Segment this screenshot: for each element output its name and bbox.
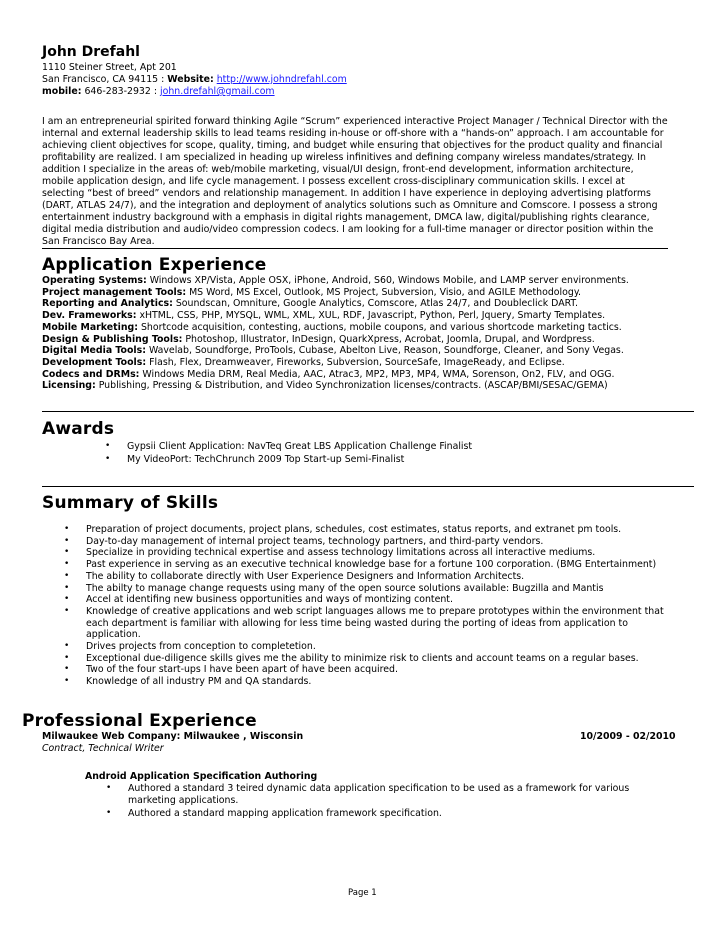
item-text: Windows XP/Vista, Apple OSX, iPhone, Android, S60, Windows Mobile, and LAMP server environments. <box>146 275 629 286</box>
bullet-icon: • <box>64 664 70 675</box>
page-number: 1 <box>371 888 377 898</box>
item-text: Flash, Flex, Dreamweaver, Fireworks, Subversion, SourceSafe, ImageReady, and Eclipse. <box>146 356 565 368</box>
section-title-application-experience: Application Experience <box>42 255 267 275</box>
summary-line: internal and external leadership skills to lead teams residing in-house or off-shore with a “hands-on” approach. I am accountable for <box>42 128 664 139</box>
skill-item: The ability to collaborate directly with User Experience Designers and Information Architects. <box>86 570 525 582</box>
application-experience-item <box>42 287 581 299</box>
email-link[interactable]: john.drefahl@gmail.com <box>159 86 275 97</box>
bullet-icon: • <box>64 535 70 546</box>
application-experience-item <box>42 380 608 392</box>
item-text: xHTML, CSS, PHP, MYSQL, WML, XML, XUL, RDF, Javascript, Python, Perl, Jquery, Smarty Templates. <box>136 310 606 322</box>
item-text: Photoshop, Illustrator, InDesign, QuarkXpress, Acrobat, Joomla, Drupal, and Wordpress. <box>182 333 595 345</box>
item-label: Dev. Frameworks: <box>42 310 137 322</box>
skill-item: Specialize in providing technical expertise and assess technology limitations across all interactive mediums. <box>86 547 596 559</box>
skill-item: The abilty to manage change requests using many of the open source solutions available: Bugzilla and Mantis <box>86 582 604 594</box>
bullet-icon: • <box>106 808 112 819</box>
summary-line: digital media distribution and audio/video compression codecs. I am looking for a full-time manager or director position within the <box>42 224 654 235</box>
item-text: Publishing, Pressing & Distribution, and Video Synchronization licenses/contracts. (ASCAP/BMI/SESAC/GEMA) <box>95 380 608 392</box>
application-experience-item <box>42 322 622 334</box>
skill-item: Knowledge of creative applications and web script languages allows me to prepare prototypes within the environment that <box>86 605 664 617</box>
item-text: Windows Media DRM, Real Media, AAC, Atrac3, MP2, MP3, MP4, WMA, Sorenson, On2, FLV, and OGG. <box>139 368 615 380</box>
summary-line: addition I specialize in the areas of: web/mobile marketing, visual/UI design, front-end development, information architecture, <box>42 164 634 175</box>
divider-line <box>42 486 694 487</box>
divider-line <box>42 248 668 249</box>
bullet-icon: • <box>105 441 111 451</box>
street-address: 1110 Steiner Street, Apt 201 <box>42 62 177 73</box>
item-label: Mobile Marketing: <box>42 321 138 333</box>
bullet-icon: • <box>64 570 70 581</box>
skill-item: Knowledge of all industry PM and QA standards. <box>86 676 312 688</box>
divider-line <box>42 411 694 412</box>
candidate-name: John Drefahl <box>42 44 140 60</box>
section-title-awards: Awards <box>42 419 115 439</box>
item-text: MS Word, MS Excel, Outlook, MS Project, Subversion, Visio, and AGILE Methodology. <box>186 286 582 298</box>
contact-line <box>42 86 275 98</box>
bullet-icon: • <box>64 652 70 663</box>
summary-line: San Francisco Bay Area. <box>42 236 155 247</box>
project-bullet: marketing applications. <box>128 794 239 806</box>
city-website-line <box>42 74 347 86</box>
skill-item: Drives projects from conception to completetion. <box>86 641 316 652</box>
skill-item: Accel at identifing new business opportunities and ways of montizing content. <box>86 594 453 606</box>
section-title-summary-of-skills: Summary of Skills <box>42 493 219 513</box>
award-item: Gypsii Client Application: NavTeq Great LBS Application Challenge Finalist <box>127 441 473 452</box>
bullet-icon: • <box>64 582 70 593</box>
mobile-label: mobile: <box>42 86 82 97</box>
application-experience-item <box>42 298 578 310</box>
application-experience-item <box>42 357 565 369</box>
item-text: Wavelab, Soundforge, ProTools, Cubase, Abelton Live, Reason, Soundforge, Cleaner, and Sony Vegas. <box>145 345 624 357</box>
skill-item: Exceptional due-diligence skills gives me the ability to minimize risk to clients and account teams on a regular bases. <box>86 652 639 664</box>
bullet-icon: • <box>105 454 111 464</box>
summary-line: I am an entrepreneurial spirited forward thinking Agile “Scrum” experienced interactive Project Manager / Technical Director with the <box>42 116 668 127</box>
application-experience-item <box>42 275 629 287</box>
skill-item: Day-to-day management of internal project teams, technology partners, and third-party vendors. <box>86 535 544 547</box>
item-label: Digital Media Tools: <box>42 345 146 357</box>
website-link[interactable]: http://www.johndrefahl.com <box>216 74 347 85</box>
summary-line: (DART, ATLAS 24/7), and the integration and deployment of analytics solutions such as Omniture and Comscore. I possess a strong <box>42 200 658 211</box>
bullet-icon: • <box>64 547 70 558</box>
item-label: Development Tools: <box>42 356 147 368</box>
project-bullet: Authored a standard 3 teired dynamic data application specification to be used as a framework for various <box>128 783 630 794</box>
item-label: Operating Systems: <box>42 275 147 286</box>
application-experience-item <box>42 334 595 346</box>
website-label: Website: <box>167 74 214 85</box>
item-text: Shortcode acquisition, contesting, auctions, mobile coupons, and various shortcode marketing tactics. <box>137 321 622 333</box>
summary-line: selecting “best of breed” vendors and relationship management. In addition I have experience in deploying advertising platforms <box>42 188 651 199</box>
item-label: Project management Tools: <box>42 286 187 298</box>
item-text: Soundscan, Omniture, Google Analytics, Comscore, Atlas 24/7, and Doubleclick DART. <box>172 298 579 310</box>
summary-line: profitability are realized. I am specialized in heading up wireless infinitives and defining company wireless mandates/strategy. In <box>42 152 646 163</box>
page-footer <box>348 888 377 900</box>
item-label: Design & Publishing Tools: <box>42 333 183 345</box>
skill-item: application. <box>86 629 141 641</box>
summary-line: mobile application design, and life cycle management. I possess excellent cross-disciplinary communication skills. I excel at <box>42 176 625 187</box>
section-title-professional-experience: Professional Experience <box>22 711 257 731</box>
skill-item: Past experience in serving as an executive technical knowledge base for a fortune 100 corporation. (BMG Entertainment) <box>86 559 657 571</box>
item-label: Licensing: <box>42 380 96 392</box>
bullet-icon: • <box>64 676 70 687</box>
bullet-icon: • <box>106 783 112 793</box>
bullet-icon: • <box>64 605 70 616</box>
bullet-icon: • <box>64 594 70 605</box>
application-experience-item <box>42 369 615 381</box>
skill-item: each department is familiar with allowing for less time being wasted during the porting of ideas from application to <box>86 617 628 629</box>
company-line: Milwaukee Web Company: Milwaukee , Wisconsin <box>42 731 304 742</box>
city-state-zip: San Francisco, CA 94115 : <box>42 74 168 85</box>
mobile-number: 646-283-2932 : <box>81 86 160 97</box>
bullet-icon: • <box>64 641 70 651</box>
project-title: Android Application Specification Authoring <box>85 771 318 782</box>
employment-dates: 10/2009 - 02/2010 <box>580 731 676 742</box>
job-role: Contract, Technical Writer <box>42 743 164 754</box>
skill-item: Two of the four start-ups I have been apart of have been acquired. <box>86 664 398 676</box>
summary-line: achieving client objectives for scope, quality, timing, and budget while ensuring that objectives for the product quality and financial <box>42 140 663 151</box>
award-item: My VideoPort: TechChrunch 2009 Top Start-up Semi-Finalist <box>127 454 405 465</box>
skill-item: Preparation of project documents, project plans, schedules, cost estimates, status reports, and extranet pm tools. <box>86 524 622 535</box>
item-label: Reporting and Analytics: <box>42 298 173 310</box>
bullet-icon: • <box>64 559 70 570</box>
summary-line: entertainment industry background with a emphasis in digital rights management, DMCA law, digital/publishing rights clearance, <box>42 212 650 223</box>
application-experience-item <box>42 345 624 357</box>
application-experience-item <box>42 310 605 322</box>
page-label: Page <box>348 888 372 898</box>
bullet-icon: • <box>64 524 70 534</box>
item-label: Codecs and DRMs: <box>42 368 140 380</box>
project-bullet: Authored a standard mapping application framework specification. <box>128 808 442 820</box>
